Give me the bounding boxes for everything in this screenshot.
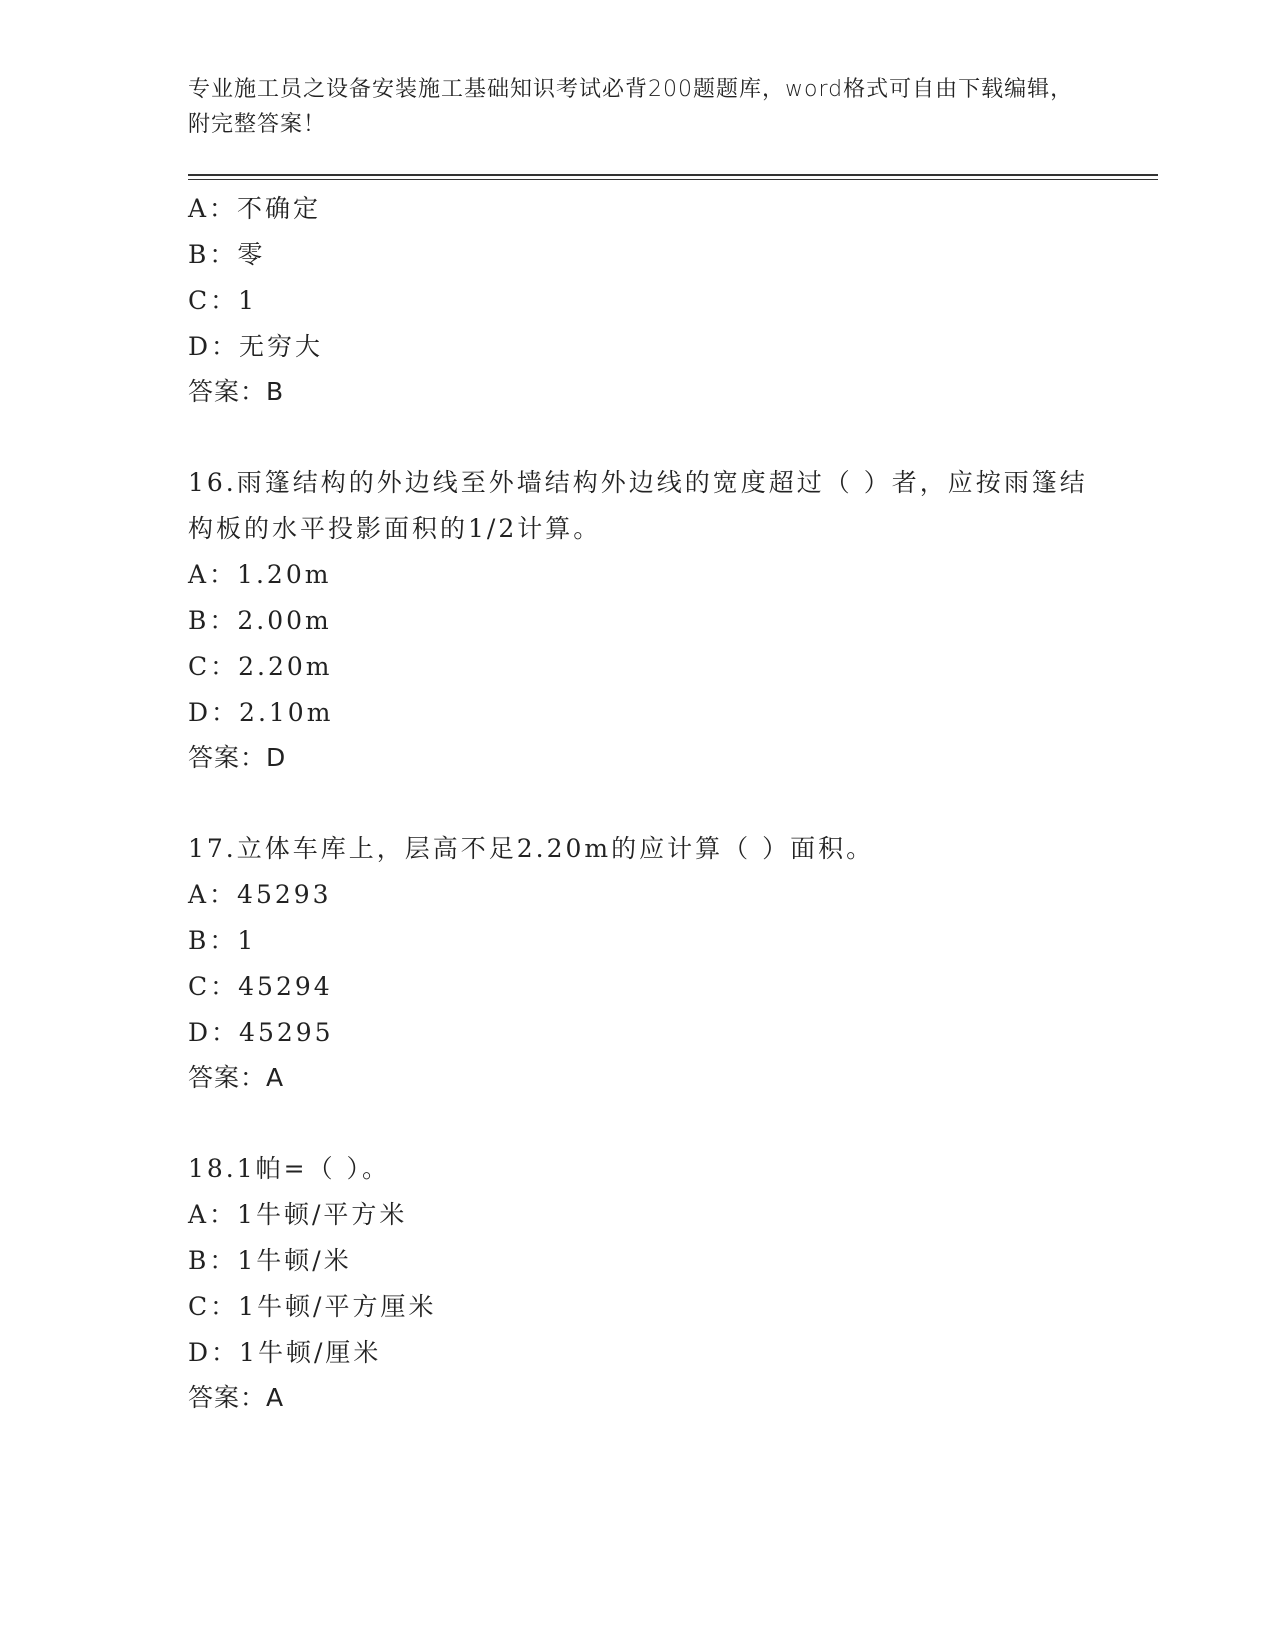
option-d: D：无穷大 [188,332,324,361]
option-a: A：不确定 [188,194,322,223]
answer-label: 答案：D [188,743,287,772]
question-text: 17.立体车库上，层高不足2.20m的应计算（ ）面积。 [188,834,875,863]
option-c: C：45294 [188,972,333,1001]
question-text: 18.1帕=（ ）。 [188,1154,391,1183]
option-b: B：1牛顿/米 [188,1246,352,1275]
answer-label: 答案：B [188,377,285,406]
question-text: 16.雨篷结构的外边线至外墙结构外边线的宽度超过（ ）者，应按雨篷结构板的水平投影面积的1/2计算。 [188,468,1088,543]
question-block-15 [188,186,1158,414]
option-c: C：1 [188,286,258,315]
option-a: A：1牛顿/平方米 [188,1200,408,1229]
question-list [188,186,1158,1420]
document-page [188,72,1158,1420]
option-b: B：2.00m [188,606,332,635]
question-block-18 [188,1146,1158,1420]
option-a: A：1.20m [188,560,332,589]
option-c: C：1牛顿/平方厘米 [188,1292,437,1321]
question-block-17 [188,826,1158,1100]
header-divider [188,174,1158,180]
document-header-title: 专业施工员之设备安装施工基础知识考试必背200题题库，word格式可自由下载编辑，附完整答案！ [188,77,1074,137]
option-b: B：1 [188,926,257,955]
option-b: B：零 [188,240,266,269]
answer-label: 答案：A [188,1383,285,1412]
option-a: A：45293 [188,880,332,909]
option-d: D：1牛顿/厘米 [188,1338,382,1367]
option-c: C：2.20m [188,652,333,681]
answer-label: 答案：A [188,1063,285,1092]
option-d: D：2.10m [188,698,334,727]
option-d: D：45295 [188,1018,334,1047]
question-block-16 [188,460,1158,780]
